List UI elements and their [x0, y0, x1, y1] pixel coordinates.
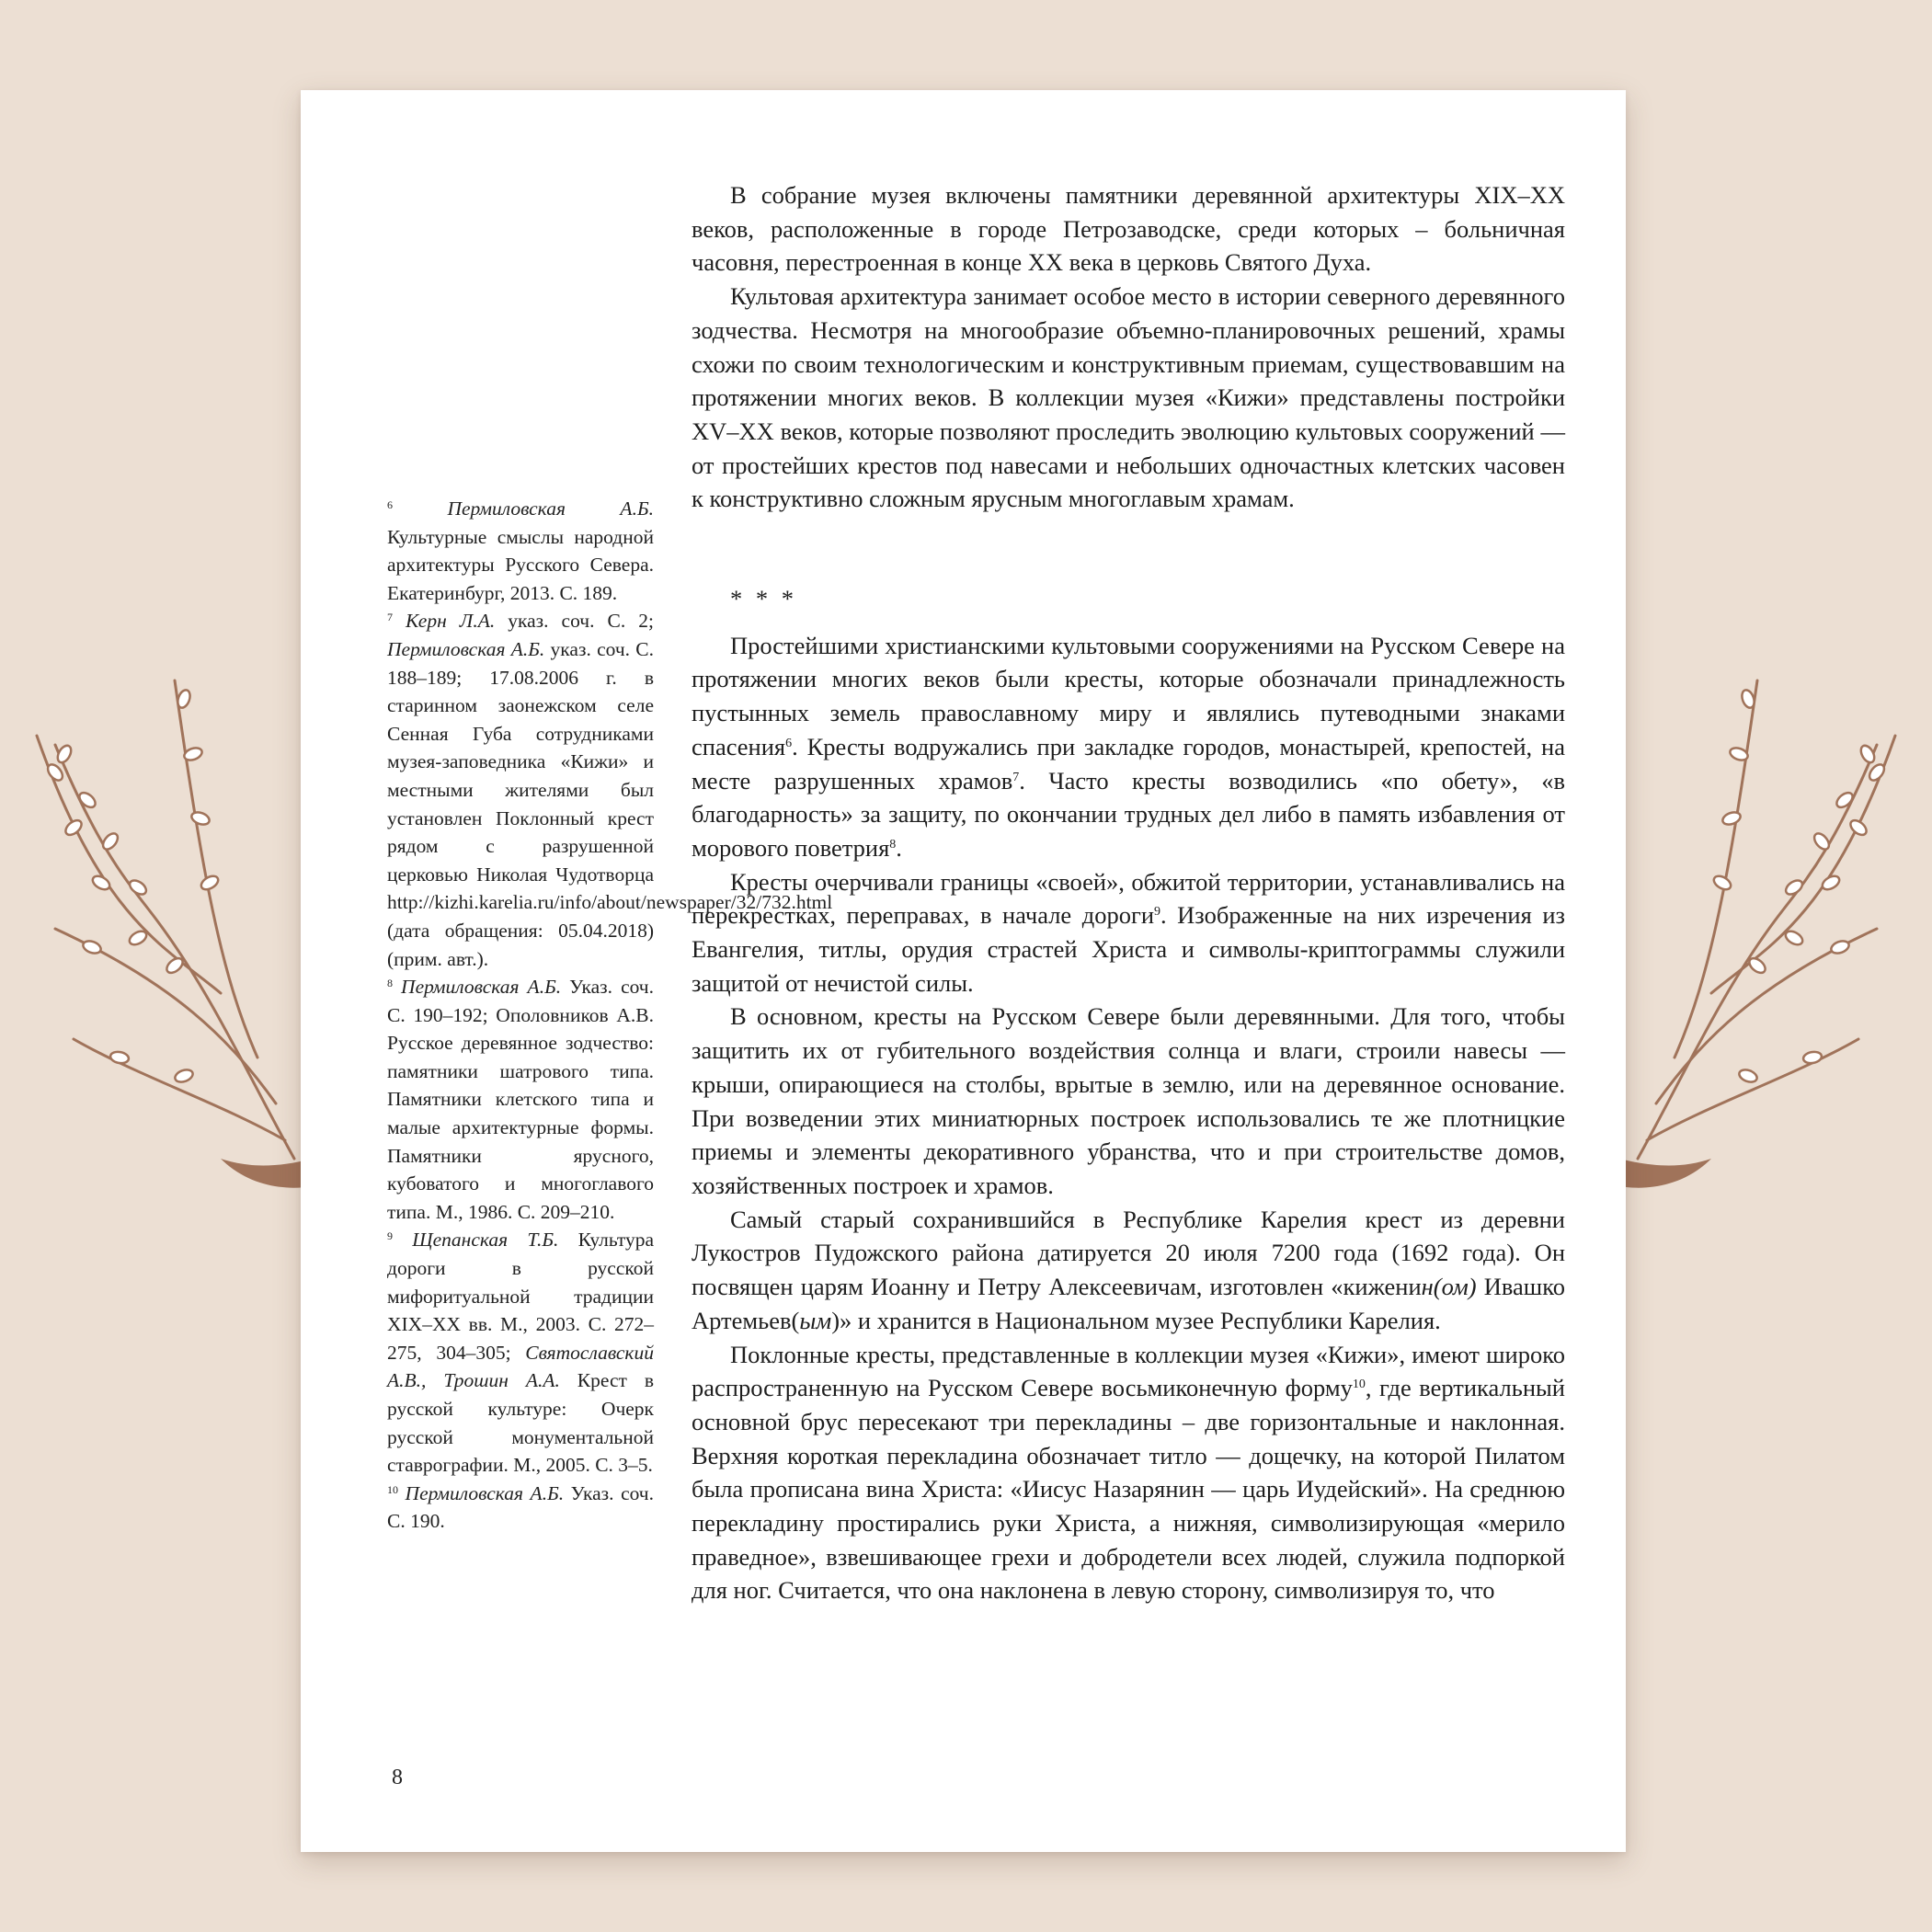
willow-branch-right-icon: [1619, 644, 1932, 1214]
footnote-ref-9[interactable]: 9: [1154, 905, 1161, 920]
footnote-ref-8[interactable]: 8: [889, 837, 897, 852]
paragraph-4: Кресты очерчивали границы «своей», обжитой территории, устанавливались на перекрестках, переправах, в начале дороги$^9$. Изображенные на них изречения из Евангелия, титлы, орудия страстей Христа и символы-криптограммы служили защитой от нечистой силы.: [692, 867, 1565, 997]
paragraph-3: Простейшими христианскими культовыми сооружениями на Русском Севере на протяжении многих веков были кресты, которые обозначали принадлежность пустынных земель православному миру и являлись путеводными знаками спасения$^6$. Кресты водружались при закладке городов, монастырей, крепостей, на месте разрушенных храмов$^7$. Часто кресты возводились «по обету», «в благодарность» за защиту, по окончании трудных дел либо в память избавления от морового поветрия$^8$.: [692, 631, 1565, 862]
footnote-8: $^8$ Пермиловская А.Б. Указ. соч. С. 190–192; Ополовников А.В. Русское деревянное зодчество: памятники шатрового типа. Памятники клетского типа и малые архитектурные формы. Памятники ярусного, кубоватого и многоглавого типа. М., 1986. С. 209–210.: [387, 976, 654, 1223]
paragraph-6: Самый старый сохранившийся в Республике Карелия крест из деревни Лукостров Пудожского района датируется 20 июля 7200 года (1692 года). Он посвящен царям Иоанну и Петру Алексеевичам, изготовлен «киженин(ом) Ивашко Артемьев(ым)» и хранится в Национальном музее Республики Карелия.: [692, 1205, 1565, 1334]
footnote-7: $^7$ Керн Л.А. указ. соч. С. 2; Пермиловская А.Б. указ. соч. С. 188–189; 17.08.2006 г. в старинном заонежском селе Сенная Губа сотрудниками музея-заповедника «Кижи» и местными жителями был установлен Поклонный крест рядом с разрушенной церковью Николая Чудотворца http://kizhi.karelia.ru/info/about/newspaper/32/732.html (дата обращения: 05.04.2018) (прим. авт.).: [387, 610, 833, 970]
footnote-ref-10[interactable]: 10: [1352, 1378, 1366, 1392]
footnote-9: $^9$ Щепанская Т.Б. Культура дороги в русской мифоритуальной традиции XIX–XX вв. М., 2003. С. 272–275, 304–305; Святославский А.В., Трошин А.А. Крест в русской культуре: Очерк русской монументальной ставрографии. М., 2005. С. 3–5.: [387, 1229, 654, 1477]
footnote-10: $^{10}$ Пермиловская А.Б. Указ. соч. С. 190.: [387, 1481, 654, 1533]
willow-branch-left-icon: [0, 644, 313, 1214]
section-separator: * * *: [730, 585, 797, 613]
paragraph-7: Поклонные кресты, представленные в коллекции музея «Кижи», имеют широко распространенную на Русском Севере восьмиконечную форму$^{10}$, где вертикальный основной брус пересекают три перекладины – две горизонтальные и наклонная. Верхняя короткая перекладина обозначает титло — дощечку, на которой Пилатом была прописана вина Христа: «Иисус Назарянин — царь Иудейский». На среднюю перекладину простирались руки Христа, а нижняя, символизирующая «мерило праведное», взвешивающее грехи и добродетели всех людей, служила подпоркой для ног. Считается, что она наклонена в левую сторону, символизируя то, что: [692, 1340, 1565, 1605]
footnote-ref-6[interactable]: 6: [785, 736, 793, 750]
page-number: 8: [392, 1766, 403, 1789]
footnote-6: $^6$ Пермиловская А.Б. Культурные смыслы народной архитектуры Русского Севера. Екатеринбург, 2013. С. 189.: [387, 497, 654, 604]
paragraph-2: Культовая архитектура занимает особое место в истории северного деревянного зодчества. Несмотря на многообразие объемно-планировочных решений, храмы схожи по своим технологическим и конструктивным приемам, существовавшим на протяжении многих веков. В коллекции музея «Кижи» представлены постройки XV–XX веков, которые позволяют проследить эволюцию культовых сооружений — от простейших крестов под навесами и небольших одночастных клетских часовен к конструктивно сложным ярусным многоглавым храмам.: [692, 282, 1565, 513]
paragraph-5: В основном, кресты на Русском Севере были деревянными. Для того, чтобы защитить их от губительного воздействия солнца и влаги, строили навесы — крыши, опирающиеся на столбы, врытые в землю, или на деревянное основание. При возведении этих миниатюрных построек использовались те же плотницкие приемы и элементы декоративного убранства, что и при строительстве домов, хозяйственных построек и храмов.: [692, 1002, 1565, 1199]
footnotes-column: [387, 495, 833, 1536]
footnote-ref-7[interactable]: 7: [1012, 770, 1020, 784]
paragraph-1: В собрание музея включены памятники деревянной архитектуры XIX–XX веков, расположенные в городе Петрозаводске, среди которых – больничная часовня, перестроенная в конце XX века в церковь Святого Духа.: [692, 181, 1565, 277]
book-page: [301, 90, 1626, 1852]
main-text-column: [692, 178, 1565, 1607]
